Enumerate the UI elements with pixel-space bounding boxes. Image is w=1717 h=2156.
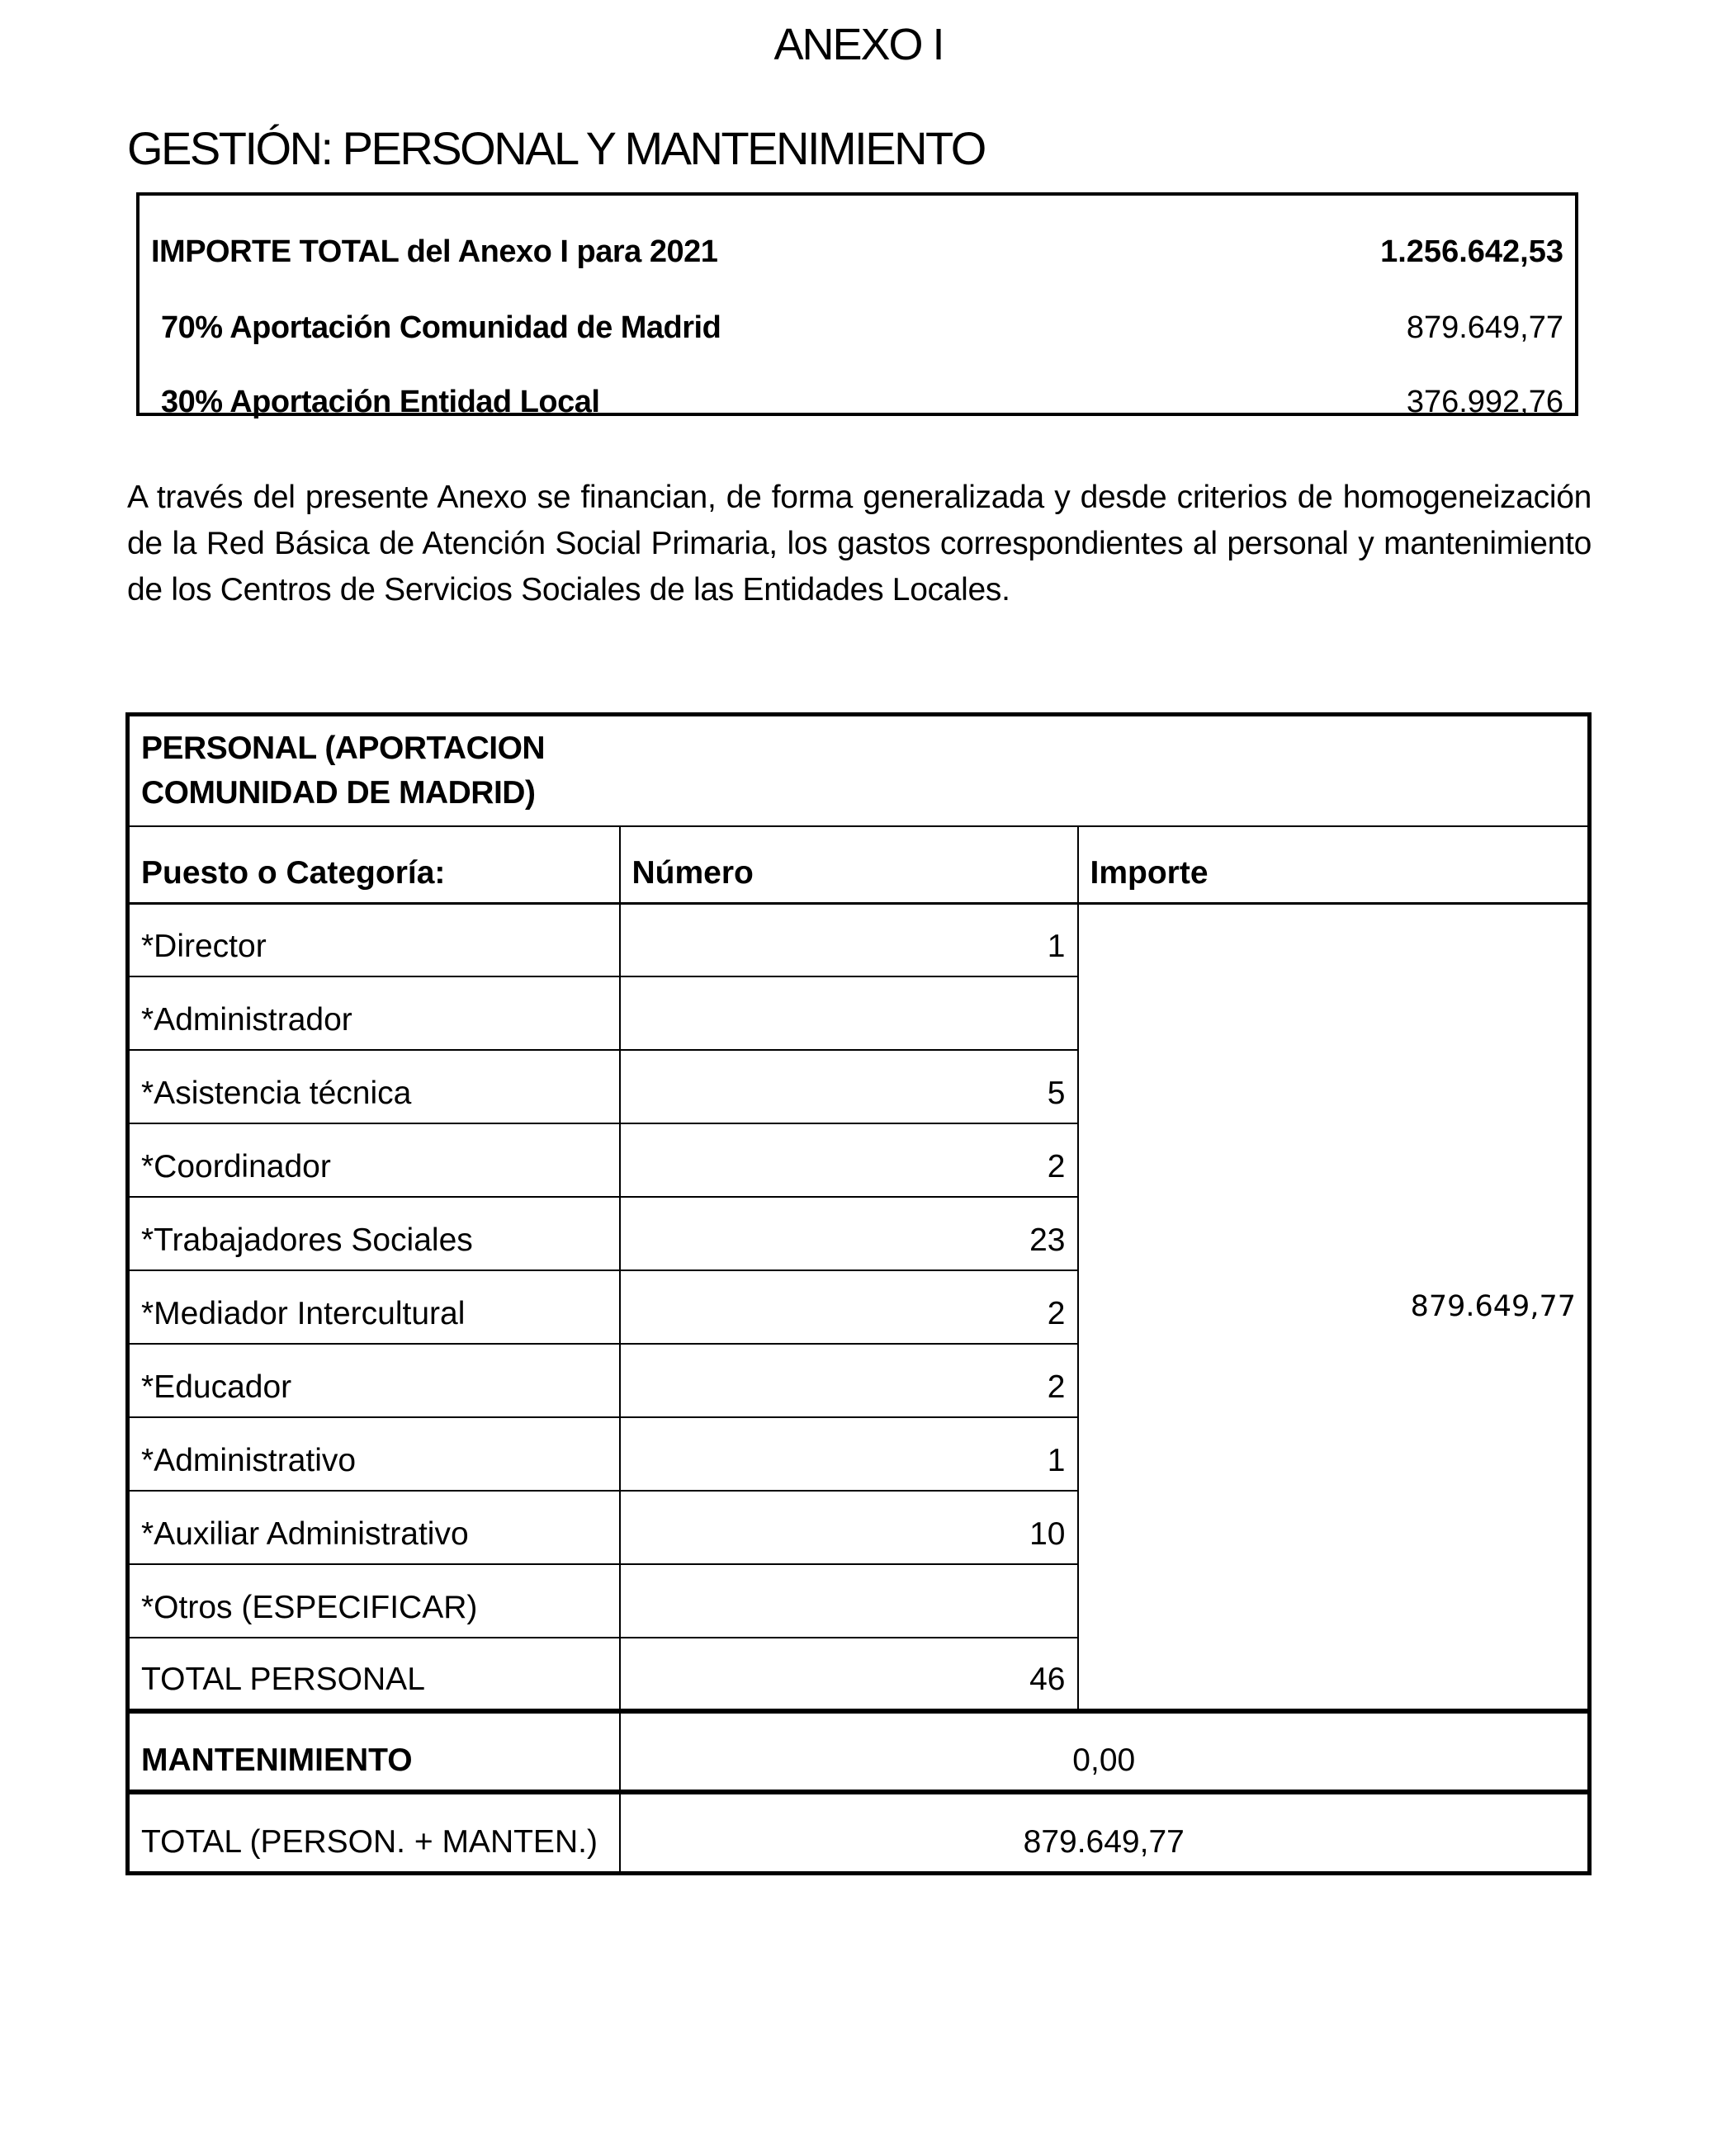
funding-summary-box [136,192,1578,419]
grand-total-row [128,1792,1590,1873]
row-number: 1 [620,903,1078,976]
summary-comunidad-label: 70% Aportación Comunidad de Madrid [161,310,721,345]
table-title-line-1: PERSONAL (APORTACION [141,730,546,766]
row-category: *Administrador [128,976,620,1050]
row-category: *Otros (ESPECIFICAR) [128,1564,620,1638]
summary-total-label: IMPORTE TOTAL del Anexo I para 2021 [151,234,718,269]
row-number: 2 [620,1270,1078,1344]
row-category: *Auxiliar Administrativo [128,1491,620,1564]
row-category: *Director [128,903,620,976]
summary-comunidad-value: 879.649,77 [1406,310,1563,345]
intro-paragraph: A través del presente Anexo se financian, de forma generalizada y desde criterios de homogeneización de la Red Básica de Atención Social Primaria, los gastos correspondientes al personal y mantenimiento de los Centros de Servicios Sociales de las Entidades Locales. [127,480,1592,608]
table-row [128,903,1590,976]
row-number: 23 [620,1197,1078,1270]
table-header-row [128,826,1590,903]
grand-total-label: TOTAL (PERSON. + MANTEN.) [128,1792,620,1873]
table-title-row [128,715,1590,827]
summary-entidad-label: 30% Aportación Entidad Local [161,385,600,419]
summary-row-comunidad [140,303,1575,352]
row-number: 1 [620,1417,1078,1491]
row-category: *Administrativo [128,1417,620,1491]
summary-row-total [140,227,1575,277]
header-category: Puesto o Categoría: [128,826,620,903]
row-category: *Coordinador [128,1123,620,1197]
row-number: 2 [620,1344,1078,1417]
annex-title: ANEXO I [773,20,944,69]
total-personal-label: TOTAL PERSONAL [128,1638,620,1711]
row-number [620,1564,1078,1638]
summary-row-entidad [140,377,1575,427]
personal-table [125,712,1592,1875]
row-category: *Asistencia técnica [128,1050,620,1123]
row-category: *Educador [128,1344,620,1417]
section-title: GESTIÓN: PERSONAL Y MANTENIMIENTO [127,122,985,174]
table-title [128,715,1590,827]
personal-amount: 879.649,77 [1078,903,1590,1711]
mantenimiento-label: MANTENIMIENTO [128,1711,620,1792]
row-number: 10 [620,1491,1078,1564]
summary-entidad-value: 376.992,76 [1406,385,1563,419]
row-number: 5 [620,1050,1078,1123]
header-amount: Importe [1078,826,1590,903]
row-category: *Mediador Intercultural [128,1270,620,1344]
mantenimiento-row [128,1711,1590,1792]
summary-total-value: 1.256.642,53 [1380,234,1563,269]
row-number [620,976,1078,1050]
row-category: *Trabajadores Sociales [128,1197,620,1270]
grand-total-value: 879.649,77 [620,1792,1590,1873]
row-number: 2 [620,1123,1078,1197]
total-personal-number: 46 [620,1638,1078,1711]
mantenimiento-value: 0,00 [620,1711,1590,1792]
table-title-line-2: COMUNIDAD DE MADRID) [141,775,536,811]
header-number: Número [620,826,1078,903]
